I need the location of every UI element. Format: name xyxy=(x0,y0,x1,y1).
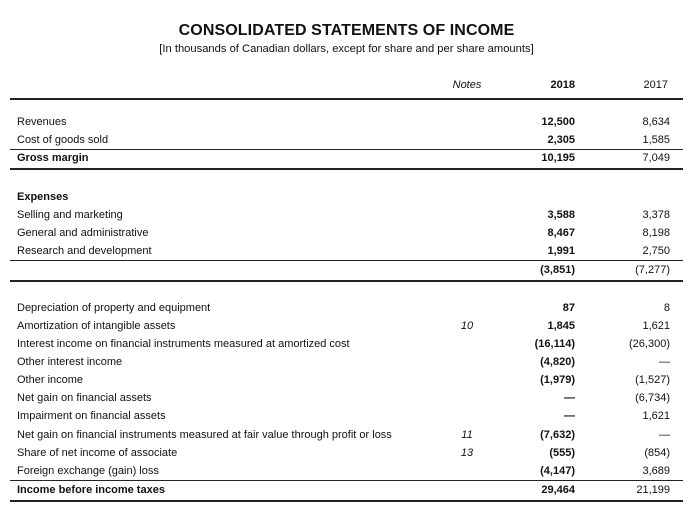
row-label: Amortization of intangible assets xyxy=(17,320,176,332)
value-2017: (26,300) xyxy=(629,338,670,350)
value-2017: — xyxy=(659,356,670,368)
value-2017: 8,198 xyxy=(642,227,670,239)
value-2018: 87 xyxy=(562,302,575,314)
table-row-other-interest-income xyxy=(0,354,693,370)
table-row-amortization xyxy=(0,318,693,334)
value-2018: — xyxy=(564,392,575,404)
row-label: Selling and marketing xyxy=(17,209,123,221)
table-row-general-and-administrative xyxy=(0,225,693,241)
table-row-depreciation xyxy=(0,300,693,316)
value-2017: 2,750 xyxy=(642,245,670,257)
statement-subtitle: [In thousands of Canadian dollars, except for share and per share amounts] xyxy=(159,43,534,55)
value-2018: 29,464 xyxy=(541,484,575,496)
table-row-net-gain-financial-assets xyxy=(0,390,693,406)
table-row-other-income xyxy=(0,372,693,388)
value-2017: 1,621 xyxy=(642,410,670,422)
row-label: Other interest income xyxy=(17,356,123,368)
value-2018: 1,845 xyxy=(547,320,575,332)
table-row-research-and-development xyxy=(0,243,693,259)
value-2018: (4,147) xyxy=(540,465,575,477)
table-row-cost-of-goods-sold xyxy=(0,132,693,148)
value-2018: 10,195 xyxy=(541,152,575,164)
table-row-net-gain-fvtpl xyxy=(0,427,693,443)
expenses-heading: Expenses xyxy=(17,191,69,203)
table-row-revenues xyxy=(0,114,693,130)
value-2018: 12,500 xyxy=(541,116,575,128)
row-label: Other income xyxy=(17,374,84,386)
table-row-income-before-taxes xyxy=(0,482,693,498)
value-2018: (555) xyxy=(549,447,575,459)
value-2017: 7,049 xyxy=(642,152,670,164)
income-before-taxes-top-rule xyxy=(10,480,683,481)
value-2017: 1,621 xyxy=(642,320,670,332)
value-2017: 1,585 xyxy=(642,134,670,146)
row-note: 13 xyxy=(460,447,474,459)
row-label: Depreciation of property and equipment xyxy=(17,302,211,314)
table-row-share-of-associate xyxy=(0,445,693,461)
row-note: 11 xyxy=(461,429,473,441)
expenses-total-bottom-rule xyxy=(10,280,683,282)
gross-margin-bottom-rule xyxy=(10,168,683,170)
value-2017: (7,277) xyxy=(635,264,670,276)
value-2017: — xyxy=(659,429,670,441)
row-label: Cost of goods sold xyxy=(17,134,109,146)
value-2017: (1,527) xyxy=(635,374,670,386)
value-2017: 8,634 xyxy=(642,116,670,128)
column-header-notes: Notes xyxy=(452,79,482,91)
table-row-gross-margin xyxy=(0,150,693,166)
row-label: Income before income taxes xyxy=(17,484,165,496)
table-row-interest-income-amortized-cost xyxy=(0,336,693,352)
row-label: Foreign exchange (gain) loss xyxy=(17,465,159,477)
value-2017: (854) xyxy=(644,447,670,459)
table-row-foreign-exchange xyxy=(0,463,693,479)
row-label: Net gain on financial instruments measured at fair value through profit or loss xyxy=(17,429,392,441)
row-note: 10 xyxy=(460,320,474,332)
value-2017: 3,689 xyxy=(642,465,670,477)
value-2018: 3,588 xyxy=(547,209,575,221)
expenses-heading-row xyxy=(0,189,693,205)
income-before-taxes-bottom-rule xyxy=(10,500,683,502)
value-2018: (7,632) xyxy=(540,429,575,441)
row-label: Interest income on financial instruments measured at amortized cost xyxy=(17,338,350,350)
value-2018: (4,820) xyxy=(540,356,575,368)
expenses-total-top-rule xyxy=(10,260,683,261)
table-row-selling-and-marketing xyxy=(0,207,693,223)
statement-title: CONSOLIDATED STATEMENTS OF INCOME xyxy=(178,22,515,39)
value-2017: 8 xyxy=(663,302,670,314)
row-label: Research and development xyxy=(17,245,152,257)
value-2018: — xyxy=(564,410,575,422)
row-label: Net gain on financial assets xyxy=(17,392,152,404)
table-row-impairment-financial-assets xyxy=(0,408,693,424)
value-2017: (6,734) xyxy=(635,392,670,404)
value-2018: 2,305 xyxy=(547,134,575,146)
value-2018: (16,114) xyxy=(534,338,575,350)
column-header-2017: 2017 xyxy=(643,79,668,91)
header-divider xyxy=(10,98,683,100)
value-2018: 8,467 xyxy=(547,227,575,239)
value-2017: 3,378 xyxy=(642,209,670,221)
value-2018: (3,851) xyxy=(540,264,575,276)
row-label: Revenues xyxy=(17,116,67,128)
value-2018: 1,991 xyxy=(547,245,575,257)
value-2017: 21,199 xyxy=(636,484,670,496)
row-label: Impairment on financial assets xyxy=(17,410,166,422)
table-row-expenses-total xyxy=(0,262,693,278)
value-2018: (1,979) xyxy=(540,374,575,386)
row-label: General and administrative xyxy=(17,227,149,239)
row-label: Gross margin xyxy=(17,152,89,164)
row-label: Share of net income of associate xyxy=(17,447,178,459)
column-header-2018: 2018 xyxy=(550,79,575,91)
